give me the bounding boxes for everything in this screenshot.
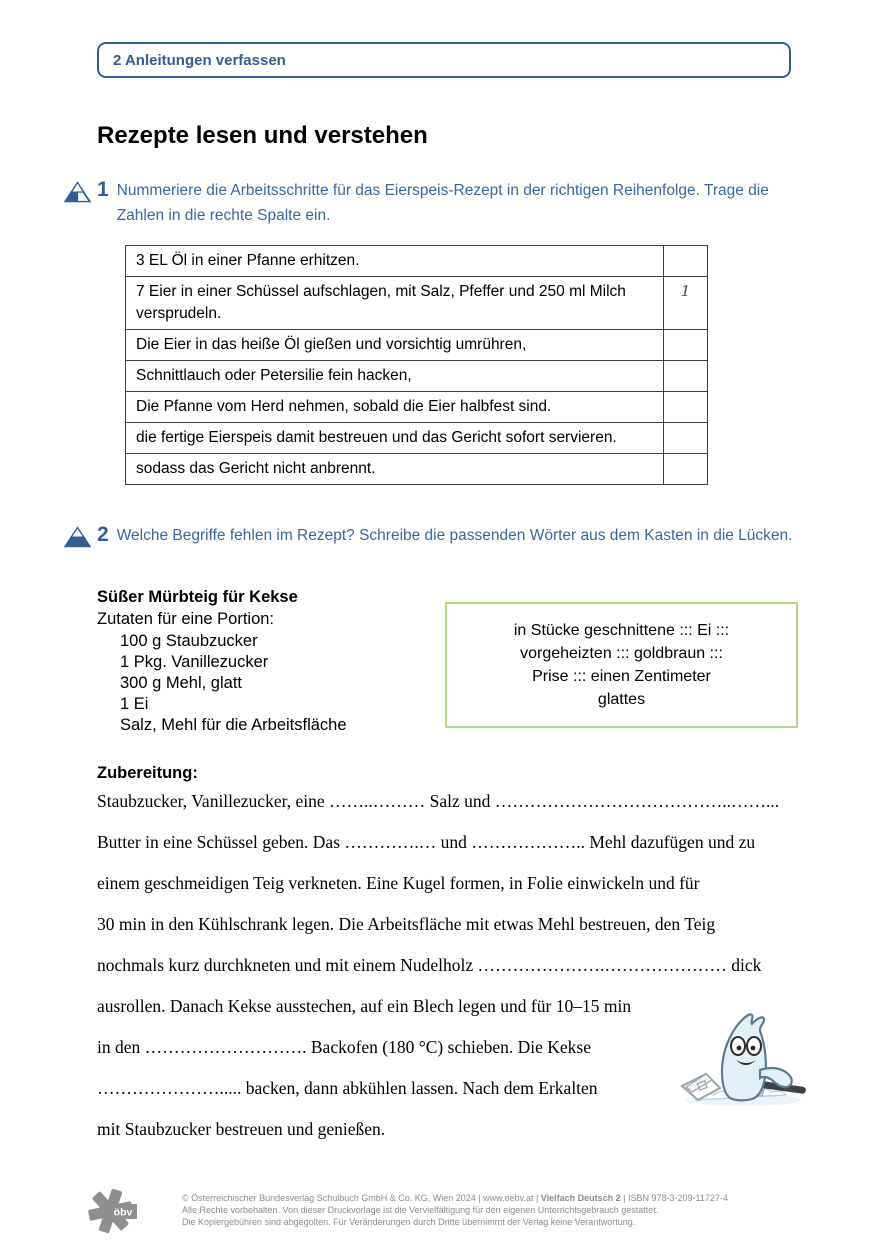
paragraph-line: ausrollen. Danach Kekse ausstechen, auf ein Blech legen und für 10–15 min	[97, 996, 632, 1016]
zubereitung-heading: Zubereitung:	[97, 764, 198, 782]
footer-line-2: Alle Rechte vorbehalten. Von dieser Druckvorlage ist die Vervielfältigung für den eigenen Unterrichtsgebrauch gestattet.	[182, 1205, 659, 1215]
step-text: 3 EL Öl in einer Pfanne erhitzen.	[136, 252, 360, 269]
pyramid-level-2-icon	[64, 526, 91, 553]
chapter-header-box	[97, 42, 791, 78]
ingredient-item: 1 Ei	[120, 695, 149, 713]
footer-book-title: Vielfach Deutsch 2	[540, 1193, 621, 1203]
footer-imprint	[182, 1192, 802, 1228]
table-row	[126, 330, 707, 361]
ingredient-list	[120, 631, 347, 736]
step-number-cell[interactable]	[663, 423, 707, 453]
oebv-logo-text: öbv	[113, 1206, 133, 1219]
step-text: sodass das Gericht nicht anbrennt.	[136, 460, 376, 477]
paragraph-line: nochmals kurz durchkneten und mit einem Nudelholz ………………….………………… dick	[97, 955, 762, 975]
exercise-1-prompt: Nummeriere die Arbeitsschritte für das Eierspeis-Rezept in der richtigen Reihenfolge. Trage die Zahlen in die rechte Spalte ein.	[116, 182, 769, 224]
step-number-cell[interactable]	[663, 454, 707, 484]
exercise-2-number: 2	[97, 523, 109, 546]
footer-line-3: Die Kopiergebühren sind abgegolten. Für Veränderungen durch Dritte übernimmt der Verlag keine Verantwortung.	[182, 1217, 636, 1227]
step-number-cell[interactable]	[663, 330, 707, 360]
word-bank-line: in Stücke geschnittene ::: Ei :::	[513, 622, 730, 639]
step-number-cell[interactable]	[663, 392, 707, 422]
ingredient-item: 100 g Staubzucker	[120, 632, 258, 650]
mascot-illustration	[668, 1008, 816, 1117]
step-number-cell[interactable]	[663, 361, 707, 391]
table-row	[126, 392, 707, 423]
oebv-logo	[88, 1186, 140, 1243]
footer-line-1-post: | ISBN 978-3-209-11727-4	[620, 1193, 728, 1203]
word-bank-box	[445, 602, 798, 728]
table-row	[126, 246, 707, 277]
recipe-subtitle: Zutaten für eine Portion:	[97, 610, 275, 628]
paragraph-line: Butter in eine Schüssel geben. Das ………….… und ……………….. Mehl dazufügen und zu	[97, 832, 756, 852]
footer-line-1	[182, 1192, 802, 1204]
step-number-cell[interactable]	[663, 246, 707, 276]
word-bank-line: Prise ::: einen Zentimeter	[532, 668, 711, 685]
exercise-2-prompt: Welche Begriffe fehlen im Rezept? Schreibe die passenden Wörter aus dem Kasten in die Lücken.	[116, 527, 793, 544]
step-text: die fertige Eierspeis damit bestreuen und das Gericht sofort servieren.	[136, 429, 617, 446]
word-bank-line: vorgeheizten ::: goldbraun :::	[520, 645, 723, 662]
paragraph-line: einem geschmeidigen Teig verkneten. Eine Kugel formen, in Folie einwickeln und für	[97, 873, 700, 893]
step-text: 7 Eier in einer Schüssel aufschlagen, mit Salz, Pfeffer und 250 ml Milch versprudeln.	[136, 283, 626, 322]
page-title: Rezepte lesen und verstehen	[97, 122, 428, 149]
step-number-cell[interactable]: 1	[663, 277, 707, 329]
ingredient-item: 1 Pkg. Vanillezucker	[120, 653, 269, 671]
pyramid-level-1-icon	[64, 181, 91, 208]
table-row	[126, 277, 707, 330]
paragraph-line: 30 min in den Kühlschrank legen. Die Arbeitsfläche mit etwas Mehl bestreuen, den Teig	[97, 914, 716, 934]
exercise-1-block	[64, 178, 789, 228]
step-text: Schnittlauch oder Petersilie fein hacken,	[136, 367, 412, 384]
steps-table	[125, 245, 708, 485]
step-text: Die Pfanne vom Herd nehmen, sobald die Eier halbfest sind.	[136, 398, 552, 415]
ingredient-item: Salz, Mehl für die Arbeitsfläche	[120, 716, 347, 734]
footer-line-1-pre: © Österreichischer Bundesverlag Schulbuch GmbH & Co. KG, Wien 2024 | www.oebv.at |	[182, 1193, 541, 1203]
step-text: Die Eier in das heiße Öl gießen und vorsichtig umrühren,	[136, 336, 527, 353]
table-row	[126, 454, 707, 484]
table-row	[126, 361, 707, 392]
paragraph-line: in den ………………………. Backofen (180 °C) schieben. Die Kekse	[97, 1037, 591, 1057]
table-row	[126, 423, 707, 454]
exercise-1-number: 1	[97, 178, 109, 201]
paragraph-line: Staubzucker, Vanillezucker, eine ……..……… Salz und …………………………………..……...	[97, 791, 780, 811]
paragraph-line: mit Staubzucker bestreuen und genießen.	[97, 1119, 386, 1139]
paragraph-line: …………………..... backen, dann abkühlen lassen. Nach dem Erkalten	[97, 1078, 598, 1098]
exercise-2-block	[64, 523, 807, 553]
ingredient-item: 300 g Mehl, glatt	[120, 674, 242, 692]
word-bank-line: glattes	[597, 691, 646, 708]
recipe-title: Süßer Mürbteig für Kekse	[97, 588, 298, 606]
chapter-label: 2 Anleitungen verfassen	[113, 51, 286, 69]
